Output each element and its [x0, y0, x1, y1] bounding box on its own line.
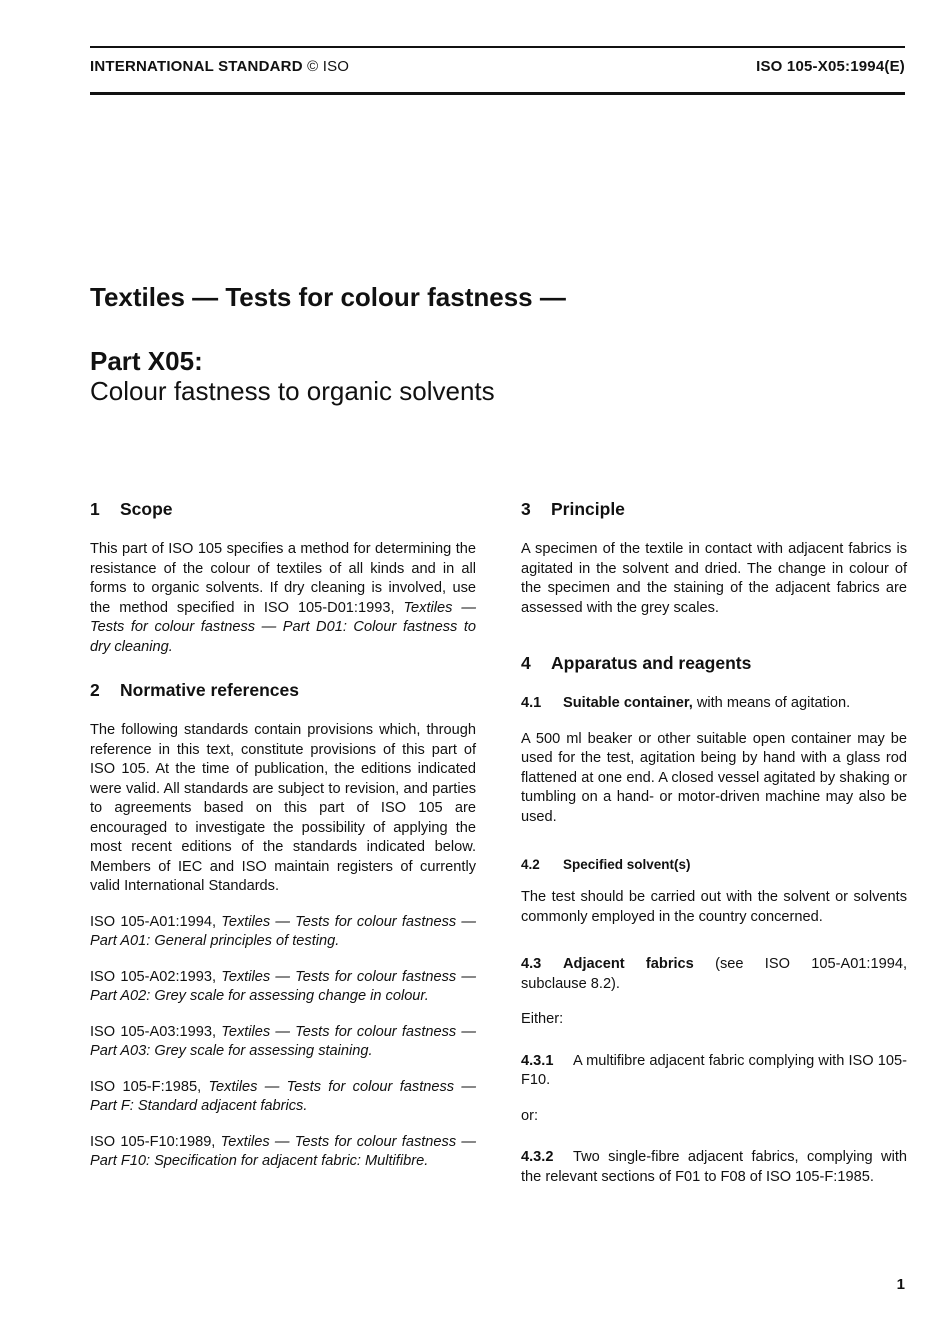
- section-apparatus: [521, 652, 907, 1187]
- section-heading: 3 Principle: [521, 499, 625, 519]
- left-column: [90, 498, 476, 1194]
- section-heading: 1 Scope: [90, 499, 173, 519]
- header-left: [90, 58, 349, 75]
- principle-text: A specimen of the textile in contact with adjacent fabrics is agitated in the solvent and dried. The change in colour of the specimen and the staining of the adjacent fabrics are assessed with the grey scales.: [521, 541, 907, 616]
- or-text: or:: [521, 1107, 539, 1124]
- subclause-4-1-text: A 500 ml beaker or other suitable open container may be used for the test, agitation being by hand with a glass rod flattened at one end. A closed vessel agitated by shaking or tumbling on a hand- or motor-driven machine may also be used.: [521, 730, 907, 825]
- subclause-4-2-heading: 4.2 Specified solvent(s): [521, 857, 691, 872]
- header-bottom-rule: [90, 92, 905, 95]
- reference-item: ISO 105-F:1985, Textiles — Tests for colour fastness — Part F: Standard adjacent fabrics.: [90, 1078, 476, 1114]
- reference-item: ISO 105-A02:1993, Textiles — Tests for colour fastness — Part A02: Grey scale for assessing change in colour.: [90, 968, 476, 1004]
- normative-intro: The following standards contain provisions which, through reference in this text, constitute provisions of this part of ISO 105. At the time of publication, the editions indicated were valid. All standards are subject to revision, and parties to agreements based on this part of ISO 105 are encouraged to investigate the possibility of applying the most recent editions of the standards indicated below. Members of IEC and ISO maintain registers of currently valid International Standards.: [90, 722, 476, 894]
- subclause-4-3-1: 4.3.1 A multifibre adjacent fabric complying with ISO 105-F10.: [521, 1052, 907, 1088]
- reference-item: ISO 105-A01:1994, Textiles — Tests for colour fastness — Part A01: General principles of testing.: [90, 913, 476, 949]
- document-code: ISO 105-X05:1994(E): [756, 58, 905, 75]
- section-principle: [521, 498, 907, 618]
- page-number: 1: [896, 1276, 905, 1293]
- section-heading: 2 Normative references: [90, 680, 299, 700]
- page-subtitle: Colour fastness to organic solvents: [90, 376, 495, 406]
- header-top-rule: [90, 46, 905, 48]
- subclause-4-3-2: 4.3.2 Two single-fibre adjacent fabrics, complying with the relevant sections of F01 to F08 of ISO 105-F:1985.: [521, 1149, 907, 1185]
- reference-item: ISO 105-F10:1989, Textiles — Tests for colour fastness — Part F10: Specification for adjacent fabric: Multifibre.: [90, 1133, 476, 1169]
- page-title: Textiles — Tests for colour fastness —: [90, 282, 566, 312]
- section-scope: [90, 498, 476, 657]
- reference-item: ISO 105-A03:1993, Textiles — Tests for colour fastness — Part A03: Grey scale for assessing staining.: [90, 1023, 476, 1059]
- subclause-4-2-text: The test should be carried out with the solvent or solvents commonly employed in the country concerned.: [521, 889, 907, 925]
- right-column: [521, 498, 907, 1209]
- scope-text: This part of ISO 105 specifies a method for determining the resistance of the colour of textiles of all kinds and in all forms to organic solvents. If dry cleaning is involved, use the method specified in ISO 105-D01:1993, Textiles — Tests for colour fastness — Part D01: Colour fastness to dry cleaning.: [90, 541, 476, 655]
- section-normative-references: [90, 679, 476, 1172]
- copyright-mark: © ISO: [307, 58, 350, 75]
- subclause-4-1: 4.1 Suitable container, with means of agitation.: [521, 695, 851, 711]
- standard-type: INTERNATIONAL STANDARD: [90, 58, 303, 75]
- section-heading: 4 Apparatus and reagents: [521, 653, 752, 673]
- part-label: Part X05:: [90, 346, 203, 376]
- either-text: Either:: [521, 1011, 564, 1027]
- subclause-4-3: 4.3 Adjacent fabrics (see ISO 105-A01:1994, subclause 8.2).: [521, 956, 907, 992]
